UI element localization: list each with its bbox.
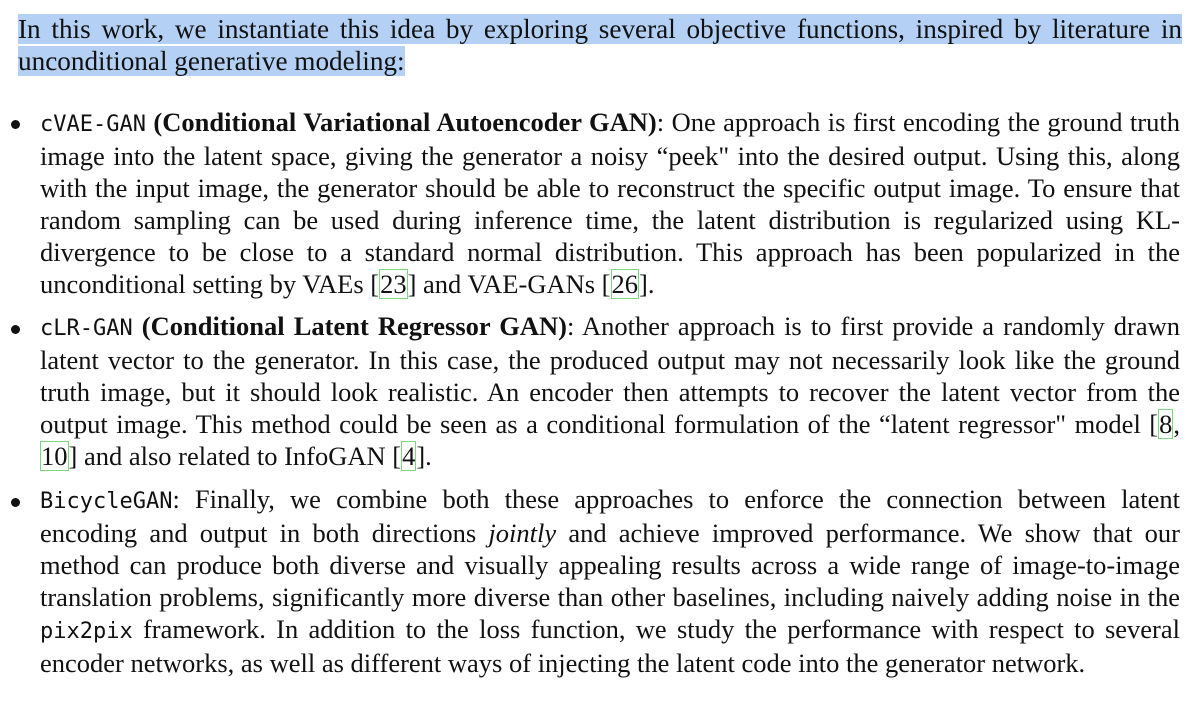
method-name-code: BicycleGAN bbox=[40, 488, 173, 514]
method-full-name: (Conditional Variational Autoencoder GAN) bbox=[153, 107, 657, 137]
citation-link[interactable]: 4 bbox=[402, 441, 416, 472]
method-full-name: (Conditional Latent Regressor GAN) bbox=[141, 311, 567, 342]
bullet-dot-icon bbox=[11, 498, 20, 507]
inline-code: pix2pix bbox=[40, 618, 133, 644]
citation-link[interactable]: 10 bbox=[41, 441, 68, 472]
bullet-text: BicycleGAN: Finally, we combine both these approaches to enforce the connection between latent encoding and output in both directions jointly and achieve improved performance. We show that our method can produce both diverse and visually appealing results across a wide range of image-to-image translation problems, significantly more diverse than other baselines, including naively adding noise in the pix2pix framework. In addition to the loss function, we study the performance with respect to several encoder networks, as well as different ways of injecting the latent code into the generator network. bbox=[40, 483, 1180, 678]
citation-link[interactable]: 8 bbox=[1159, 409, 1173, 440]
bullet-item-cvae-gan bbox=[0, 107, 1200, 300]
method-name-code: cLR-GAN bbox=[40, 316, 133, 342]
citation-link[interactable]: 26 bbox=[611, 268, 638, 299]
bullet-body-text: : Finally, we combine both these approaches to enforce the connection between latent encoding and output in both directions bbox=[40, 483, 1180, 548]
bullet-text: cLR-GAN (Conditional Latent Regressor GAN): Another approach is to first provide a randomly drawn latent vector to the generator. In this case, the produced output may not necessarily look like the ground truth image, but it should look realistic. An encoder then attempts to recover the latent vector from the output image. This method could be seen as a conditional formulation of the “latent regressor" model [8, 10] and also related to InfoGAN [4]. bbox=[40, 311, 1180, 472]
emphasis-text: jointly bbox=[488, 517, 557, 548]
intro-paragraph[interactable] bbox=[18, 14, 1182, 77]
bullet-dot-icon bbox=[11, 120, 20, 129]
bullet-list bbox=[0, 107, 1200, 690]
bullet-body-text: : One approach is first encoding the ground truth image into the latent space, giving the generator a noisy “peek" into the desired output. Using this, along with the input image, the generator should be able to reconstruct the specific output image. To ensure that random sampling can be used during inference time, the latent distribution is regularized using KL-divergence to be close to a standard normal distribution. This approach has been popularized in the unconditional setting by VAEs [ bbox=[40, 107, 1180, 299]
bullet-body-text: : Another approach is to first provide a randomly drawn latent vector to the generator. In this case, the produced output may not necessarily look like the ground truth image, but it should look realistic. An encoder then attempts to recover the latent vector from the output image. This method could be seen as a conditional formulation of the “latent regressor" model [ bbox=[40, 311, 1180, 440]
bullet-item-bicyclegan bbox=[0, 484, 1200, 679]
citation-link[interactable]: 23 bbox=[380, 268, 407, 299]
method-name-code: cVAE-GAN bbox=[40, 112, 146, 137]
selected-text-highlight[interactable]: In this work, we instantiate this idea by exploring several objective functions, inspired by literature in unconditional generative modeling: bbox=[18, 14, 1182, 76]
bullet-text: cVAE-GAN (Conditional Variational Autoencoder GAN): One approach is first encoding the ground truth image into the latent space, giving the generator a noisy “peek" into the desired output. Using this, along with the input image, the generator should be able to reconstruct the specific output image. To ensure that random sampling can be used during inference time, the latent distribution is regularized using KL-divergence to be close to a standard normal distribution. This approach has been popularized in the unconditional setting by VAEs [23] and VAE-GANs [26]. bbox=[40, 107, 1180, 299]
bullet-dot-icon bbox=[11, 325, 20, 334]
bullet-item-clr-gan bbox=[0, 311, 1200, 473]
